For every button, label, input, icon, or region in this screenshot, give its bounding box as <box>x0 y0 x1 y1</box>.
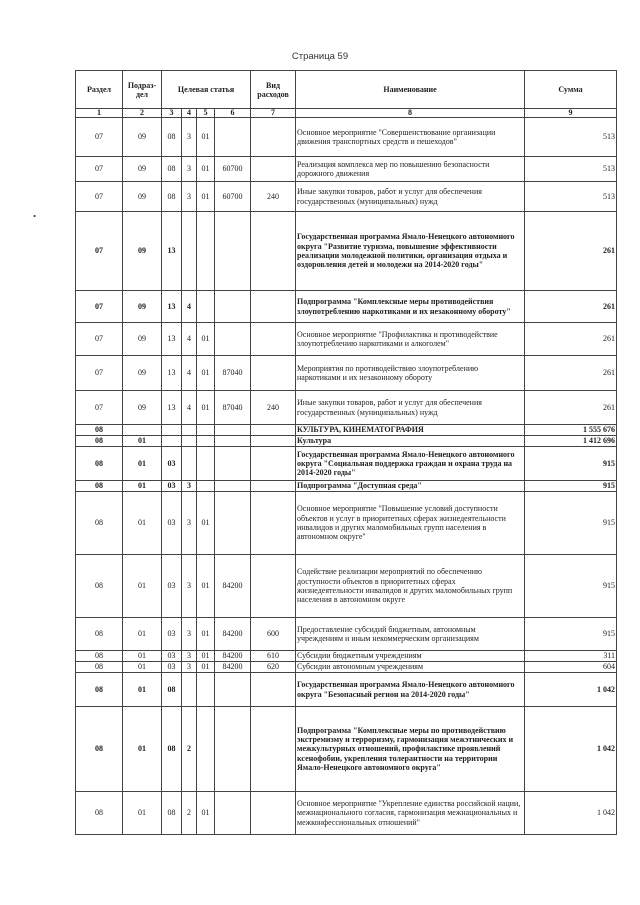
sum-cell: 1 042 <box>525 792 617 835</box>
sum-cell: 915 <box>525 447 617 481</box>
event-code-cell: 01 <box>197 391 215 425</box>
header-naimenovanie: Наименование <box>296 71 525 109</box>
program-code-cell: 08 <box>162 182 182 212</box>
sum-cell: 261 <box>525 323 617 356</box>
podrazdel-cell <box>123 425 162 436</box>
expense-type-cell <box>251 323 296 356</box>
sum-cell: 1 412 696 <box>525 436 617 447</box>
program-code-cell: 13 <box>162 212 182 291</box>
sum-cell: 1 555 676 <box>525 425 617 436</box>
expense-type-cell <box>251 425 296 436</box>
program-code-cell: 03 <box>162 492 182 555</box>
direction-code-cell <box>215 436 251 447</box>
column-number: 4 <box>182 109 197 118</box>
scan-mark: • <box>31 210 38 222</box>
razdel-cell: 08 <box>76 555 123 618</box>
razdel-cell: 07 <box>76 182 123 212</box>
event-code-cell: 01 <box>197 182 215 212</box>
subprogram-code-cell <box>182 425 197 436</box>
subprogram-code-cell: 2 <box>182 707 197 792</box>
direction-code-cell: 84200 <box>215 651 251 662</box>
column-number: 9 <box>525 109 617 118</box>
name-cell: Субсидии автономным учреждениям <box>296 662 525 673</box>
table-row <box>76 356 617 391</box>
name-cell: Реализация комплекса мер по повышению безопасности дорожного движения <box>296 157 525 182</box>
event-code-cell: 01 <box>197 618 215 651</box>
sum-cell: 915 <box>525 555 617 618</box>
table-row <box>76 447 617 481</box>
subprogram-code-cell: 4 <box>182 356 197 391</box>
expense-type-cell <box>251 212 296 291</box>
name-cell: Иные закупки товаров, работ и услуг для обеспечения государственных (муниципальных) нужд <box>296 182 525 212</box>
name-cell: Государственная программа Ямало-Ненецкого автономного округа "Безопасный регион на 2014-2020 годы" <box>296 673 525 707</box>
razdel-cell: 08 <box>76 492 123 555</box>
table-row <box>76 182 617 212</box>
table-row <box>76 555 617 618</box>
sum-cell: 513 <box>525 157 617 182</box>
direction-code-cell: 84200 <box>215 618 251 651</box>
subprogram-code-cell: 3 <box>182 492 197 555</box>
podrazdel-cell: 01 <box>123 555 162 618</box>
razdel-cell: 08 <box>76 425 123 436</box>
subprogram-code-cell: 3 <box>182 618 197 651</box>
subprogram-code-cell: 3 <box>182 651 197 662</box>
razdel-cell: 07 <box>76 118 123 157</box>
podrazdel-cell: 01 <box>123 662 162 673</box>
program-code-cell: 03 <box>162 618 182 651</box>
razdel-cell: 07 <box>76 212 123 291</box>
name-cell: Подпрограмма "Комплексные меры по противодействию экстремизму и терроризму, гармонизация межэтнических и межкультурных отношений, профилактике проявлений ксенофобии, укрепления толерантности на территории Ямало-Ненецкого автономного округа" <box>296 707 525 792</box>
event-code-cell <box>197 707 215 792</box>
sum-cell: 513 <box>525 182 617 212</box>
direction-code-cell <box>215 425 251 436</box>
subprogram-code-cell: 4 <box>182 323 197 356</box>
podrazdel-cell: 09 <box>123 391 162 425</box>
event-code-cell: 01 <box>197 118 215 157</box>
podrazdel-cell: 09 <box>123 157 162 182</box>
podrazdel-cell: 09 <box>123 182 162 212</box>
expense-type-cell: 610 <box>251 651 296 662</box>
subprogram-code-cell: 3 <box>182 182 197 212</box>
sum-cell: 915 <box>525 618 617 651</box>
direction-code-cell: 60700 <box>215 157 251 182</box>
direction-code-cell: 87040 <box>215 356 251 391</box>
sum-cell: 1 042 <box>525 673 617 707</box>
podrazdel-cell: 01 <box>123 792 162 835</box>
name-cell: Основное мероприятие "Профилактика и противодействие злоупотреблению наркотиками и алкоголем" <box>296 323 525 356</box>
expense-type-cell <box>251 436 296 447</box>
subprogram-code-cell: 3 <box>182 662 197 673</box>
razdel-cell: 08 <box>76 662 123 673</box>
name-cell: Мероприятия по противодействию злоупотреблению наркотиками и их незаконному обороту <box>296 356 525 391</box>
program-code-cell: 08 <box>162 118 182 157</box>
direction-code-cell: 84200 <box>215 555 251 618</box>
table-row <box>76 481 617 492</box>
name-cell: Основное мероприятие "Повышение условий доступности объектов и услуг в приоритетных сферах жизнедеятельности инвалидов и других маломобильных групп населения в автономном округе" <box>296 492 525 555</box>
expense-type-cell <box>251 792 296 835</box>
column-number: 5 <box>197 109 215 118</box>
program-code-cell: 13 <box>162 291 182 323</box>
event-code-cell: 01 <box>197 323 215 356</box>
razdel-cell: 08 <box>76 673 123 707</box>
name-cell: Подпрограмма "Комплексные меры противодействия злоупотреблению наркотиками и их незаконному обороту" <box>296 291 525 323</box>
column-number: 3 <box>162 109 182 118</box>
event-code-cell <box>197 291 215 323</box>
subprogram-code-cell: 2 <box>182 792 197 835</box>
subprogram-code-cell: 4 <box>182 391 197 425</box>
sum-cell: 261 <box>525 391 617 425</box>
podrazdel-cell: 09 <box>123 356 162 391</box>
name-cell: Субсидии бюджетным учреждениям <box>296 651 525 662</box>
podrazdel-cell: 01 <box>123 492 162 555</box>
expense-type-cell <box>251 157 296 182</box>
sum-cell: 1 042 <box>525 707 617 792</box>
sum-cell: 311 <box>525 651 617 662</box>
sum-cell: 261 <box>525 291 617 323</box>
table-row <box>76 291 617 323</box>
column-number: 6 <box>215 109 251 118</box>
direction-code-cell: 87040 <box>215 391 251 425</box>
table-row <box>76 792 617 835</box>
subprogram-code-cell <box>182 673 197 707</box>
direction-code-cell <box>215 481 251 492</box>
event-code-cell <box>197 481 215 492</box>
razdel-cell: 08 <box>76 481 123 492</box>
event-code-cell <box>197 212 215 291</box>
table-row <box>76 118 617 157</box>
razdel-cell: 07 <box>76 291 123 323</box>
direction-code-cell: 84200 <box>215 662 251 673</box>
podrazdel-cell: 01 <box>123 673 162 707</box>
podrazdel-cell: 09 <box>123 323 162 356</box>
podrazdel-cell: 01 <box>123 447 162 481</box>
razdel-cell: 08 <box>76 436 123 447</box>
razdel-cell: 08 <box>76 707 123 792</box>
direction-code-cell <box>215 673 251 707</box>
event-code-cell <box>197 673 215 707</box>
expense-type-cell: 240 <box>251 391 296 425</box>
subprogram-code-cell <box>182 436 197 447</box>
direction-code-cell <box>215 323 251 356</box>
direction-code-cell <box>215 792 251 835</box>
table-body <box>76 109 617 835</box>
event-code-cell: 01 <box>197 651 215 662</box>
razdel-cell: 08 <box>76 792 123 835</box>
direction-code-cell <box>215 492 251 555</box>
event-code-cell: 01 <box>197 662 215 673</box>
name-cell: Государственная программа Ямало-Ненецкого автономного округа "Социальная поддержка граждан и охрана труда на 2014-2020 годы" <box>296 447 525 481</box>
direction-code-cell <box>215 212 251 291</box>
name-cell: Основное мероприятие "Укрепление единства российской нации, межнационального согласия, гармонизация межнациональных и межконфессиональных отношений" <box>296 792 525 835</box>
direction-code-cell <box>215 291 251 323</box>
name-cell: Содействие реализации мероприятий по обеспечению доступности объектов в приоритетных сферах жизнедеятельности инвалидов и других маломобильных групп населения в автономном округе <box>296 555 525 618</box>
sum-cell: 604 <box>525 662 617 673</box>
header-podrazdel: Подраз- дел <box>123 71 162 109</box>
column-number-row <box>76 109 617 118</box>
table-row <box>76 391 617 425</box>
razdel-cell: 07 <box>76 157 123 182</box>
expense-type-cell <box>251 492 296 555</box>
podrazdel-cell: 09 <box>123 118 162 157</box>
event-code-cell <box>197 447 215 481</box>
column-number: 2 <box>123 109 162 118</box>
table-row <box>76 425 617 436</box>
subprogram-code-cell: 4 <box>182 291 197 323</box>
program-code-cell: 03 <box>162 662 182 673</box>
column-number: 7 <box>251 109 296 118</box>
program-code-cell: 03 <box>162 555 182 618</box>
expense-type-cell <box>251 356 296 391</box>
podrazdel-cell: 01 <box>123 618 162 651</box>
event-code-cell: 01 <box>197 492 215 555</box>
expense-type-cell <box>251 673 296 707</box>
table-row <box>76 618 617 651</box>
name-cell: Основное мероприятие "Совершенствование организации движения транспортных средств и пешеходов" <box>296 118 525 157</box>
table-row <box>76 492 617 555</box>
direction-code-cell <box>215 118 251 157</box>
table-row <box>76 212 617 291</box>
subprogram-code-cell: 3 <box>182 157 197 182</box>
table-row <box>76 436 617 447</box>
name-cell: КУЛЬТУРА, КИНЕМАТОГРАФИЯ <box>296 425 525 436</box>
podrazdel-cell: 09 <box>123 291 162 323</box>
program-code-cell: 03 <box>162 447 182 481</box>
sum-cell: 915 <box>525 492 617 555</box>
razdel-cell: 08 <box>76 447 123 481</box>
name-cell: Подпрограмма "Доступная среда" <box>296 481 525 492</box>
podrazdel-cell: 01 <box>123 651 162 662</box>
event-code-cell: 01 <box>197 792 215 835</box>
program-code-cell <box>162 436 182 447</box>
podrazdel-cell: 01 <box>123 707 162 792</box>
program-code-cell <box>162 425 182 436</box>
subprogram-code-cell: 3 <box>182 118 197 157</box>
page-label: Страница 59 <box>291 51 349 62</box>
event-code-cell: 01 <box>197 555 215 618</box>
expense-type-cell <box>251 118 296 157</box>
subprogram-code-cell <box>182 212 197 291</box>
expense-type-cell <box>251 447 296 481</box>
program-code-cell: 13 <box>162 391 182 425</box>
program-code-cell: 08 <box>162 707 182 792</box>
name-cell: Иные закупки товаров, работ и услуг для обеспечения государственных (муниципальных) нужд <box>296 391 525 425</box>
razdel-cell: 07 <box>76 323 123 356</box>
name-cell: Государственная программа Ямало-Ненецкого автономного округа "Развитие туризма, повышение эффективности реализации молодежной политики, организация отдыха и оздоровления детей и молодежи на 2014-2020 годы" <box>296 212 525 291</box>
event-code-cell <box>197 436 215 447</box>
subprogram-code-cell: 3 <box>182 555 197 618</box>
podrazdel-cell: 01 <box>123 481 162 492</box>
razdel-cell: 07 <box>76 391 123 425</box>
direction-code-cell <box>215 447 251 481</box>
expense-type-cell <box>251 555 296 618</box>
program-code-cell: 03 <box>162 651 182 662</box>
sum-cell: 513 <box>525 118 617 157</box>
subprogram-code-cell <box>182 447 197 481</box>
expense-type-cell <box>251 707 296 792</box>
table-row <box>76 651 617 662</box>
razdel-cell: 08 <box>76 618 123 651</box>
direction-code-cell <box>215 707 251 792</box>
sum-cell: 915 <box>525 481 617 492</box>
table-row <box>76 662 617 673</box>
event-code-cell: 01 <box>197 356 215 391</box>
program-code-cell: 08 <box>162 792 182 835</box>
table-row <box>76 323 617 356</box>
podrazdel-cell: 09 <box>123 212 162 291</box>
program-code-cell: 13 <box>162 323 182 356</box>
table-row <box>76 157 617 182</box>
table-row <box>76 673 617 707</box>
name-cell: Культура <box>296 436 525 447</box>
expense-type-cell: 620 <box>251 662 296 673</box>
budget-table <box>75 70 617 835</box>
table-row <box>76 707 617 792</box>
expense-type-cell <box>251 291 296 323</box>
column-number: 1 <box>76 109 123 118</box>
program-code-cell: 08 <box>162 673 182 707</box>
razdel-cell: 08 <box>76 651 123 662</box>
header-summa: Сумма <box>525 71 617 109</box>
expense-type-cell <box>251 481 296 492</box>
event-code-cell <box>197 425 215 436</box>
header-vid-rashodov: Вид расходов <box>251 71 296 109</box>
program-code-cell: 08 <box>162 157 182 182</box>
event-code-cell: 01 <box>197 157 215 182</box>
program-code-cell: 03 <box>162 481 182 492</box>
sum-cell: 261 <box>525 212 617 291</box>
program-code-cell: 13 <box>162 356 182 391</box>
direction-code-cell: 60700 <box>215 182 251 212</box>
sum-cell: 261 <box>525 356 617 391</box>
expense-type-cell: 240 <box>251 182 296 212</box>
header-celevaya-statya: Целевая статья <box>162 71 251 109</box>
column-number: 8 <box>296 109 525 118</box>
header-razdel: Раздел <box>76 71 123 109</box>
razdel-cell: 07 <box>76 356 123 391</box>
name-cell: Предоставление субсидий бюджетным, автономным учреждениям и иным некоммерческим организациям <box>296 618 525 651</box>
expense-type-cell: 600 <box>251 618 296 651</box>
podrazdel-cell: 01 <box>123 436 162 447</box>
subprogram-code-cell: 3 <box>182 481 197 492</box>
